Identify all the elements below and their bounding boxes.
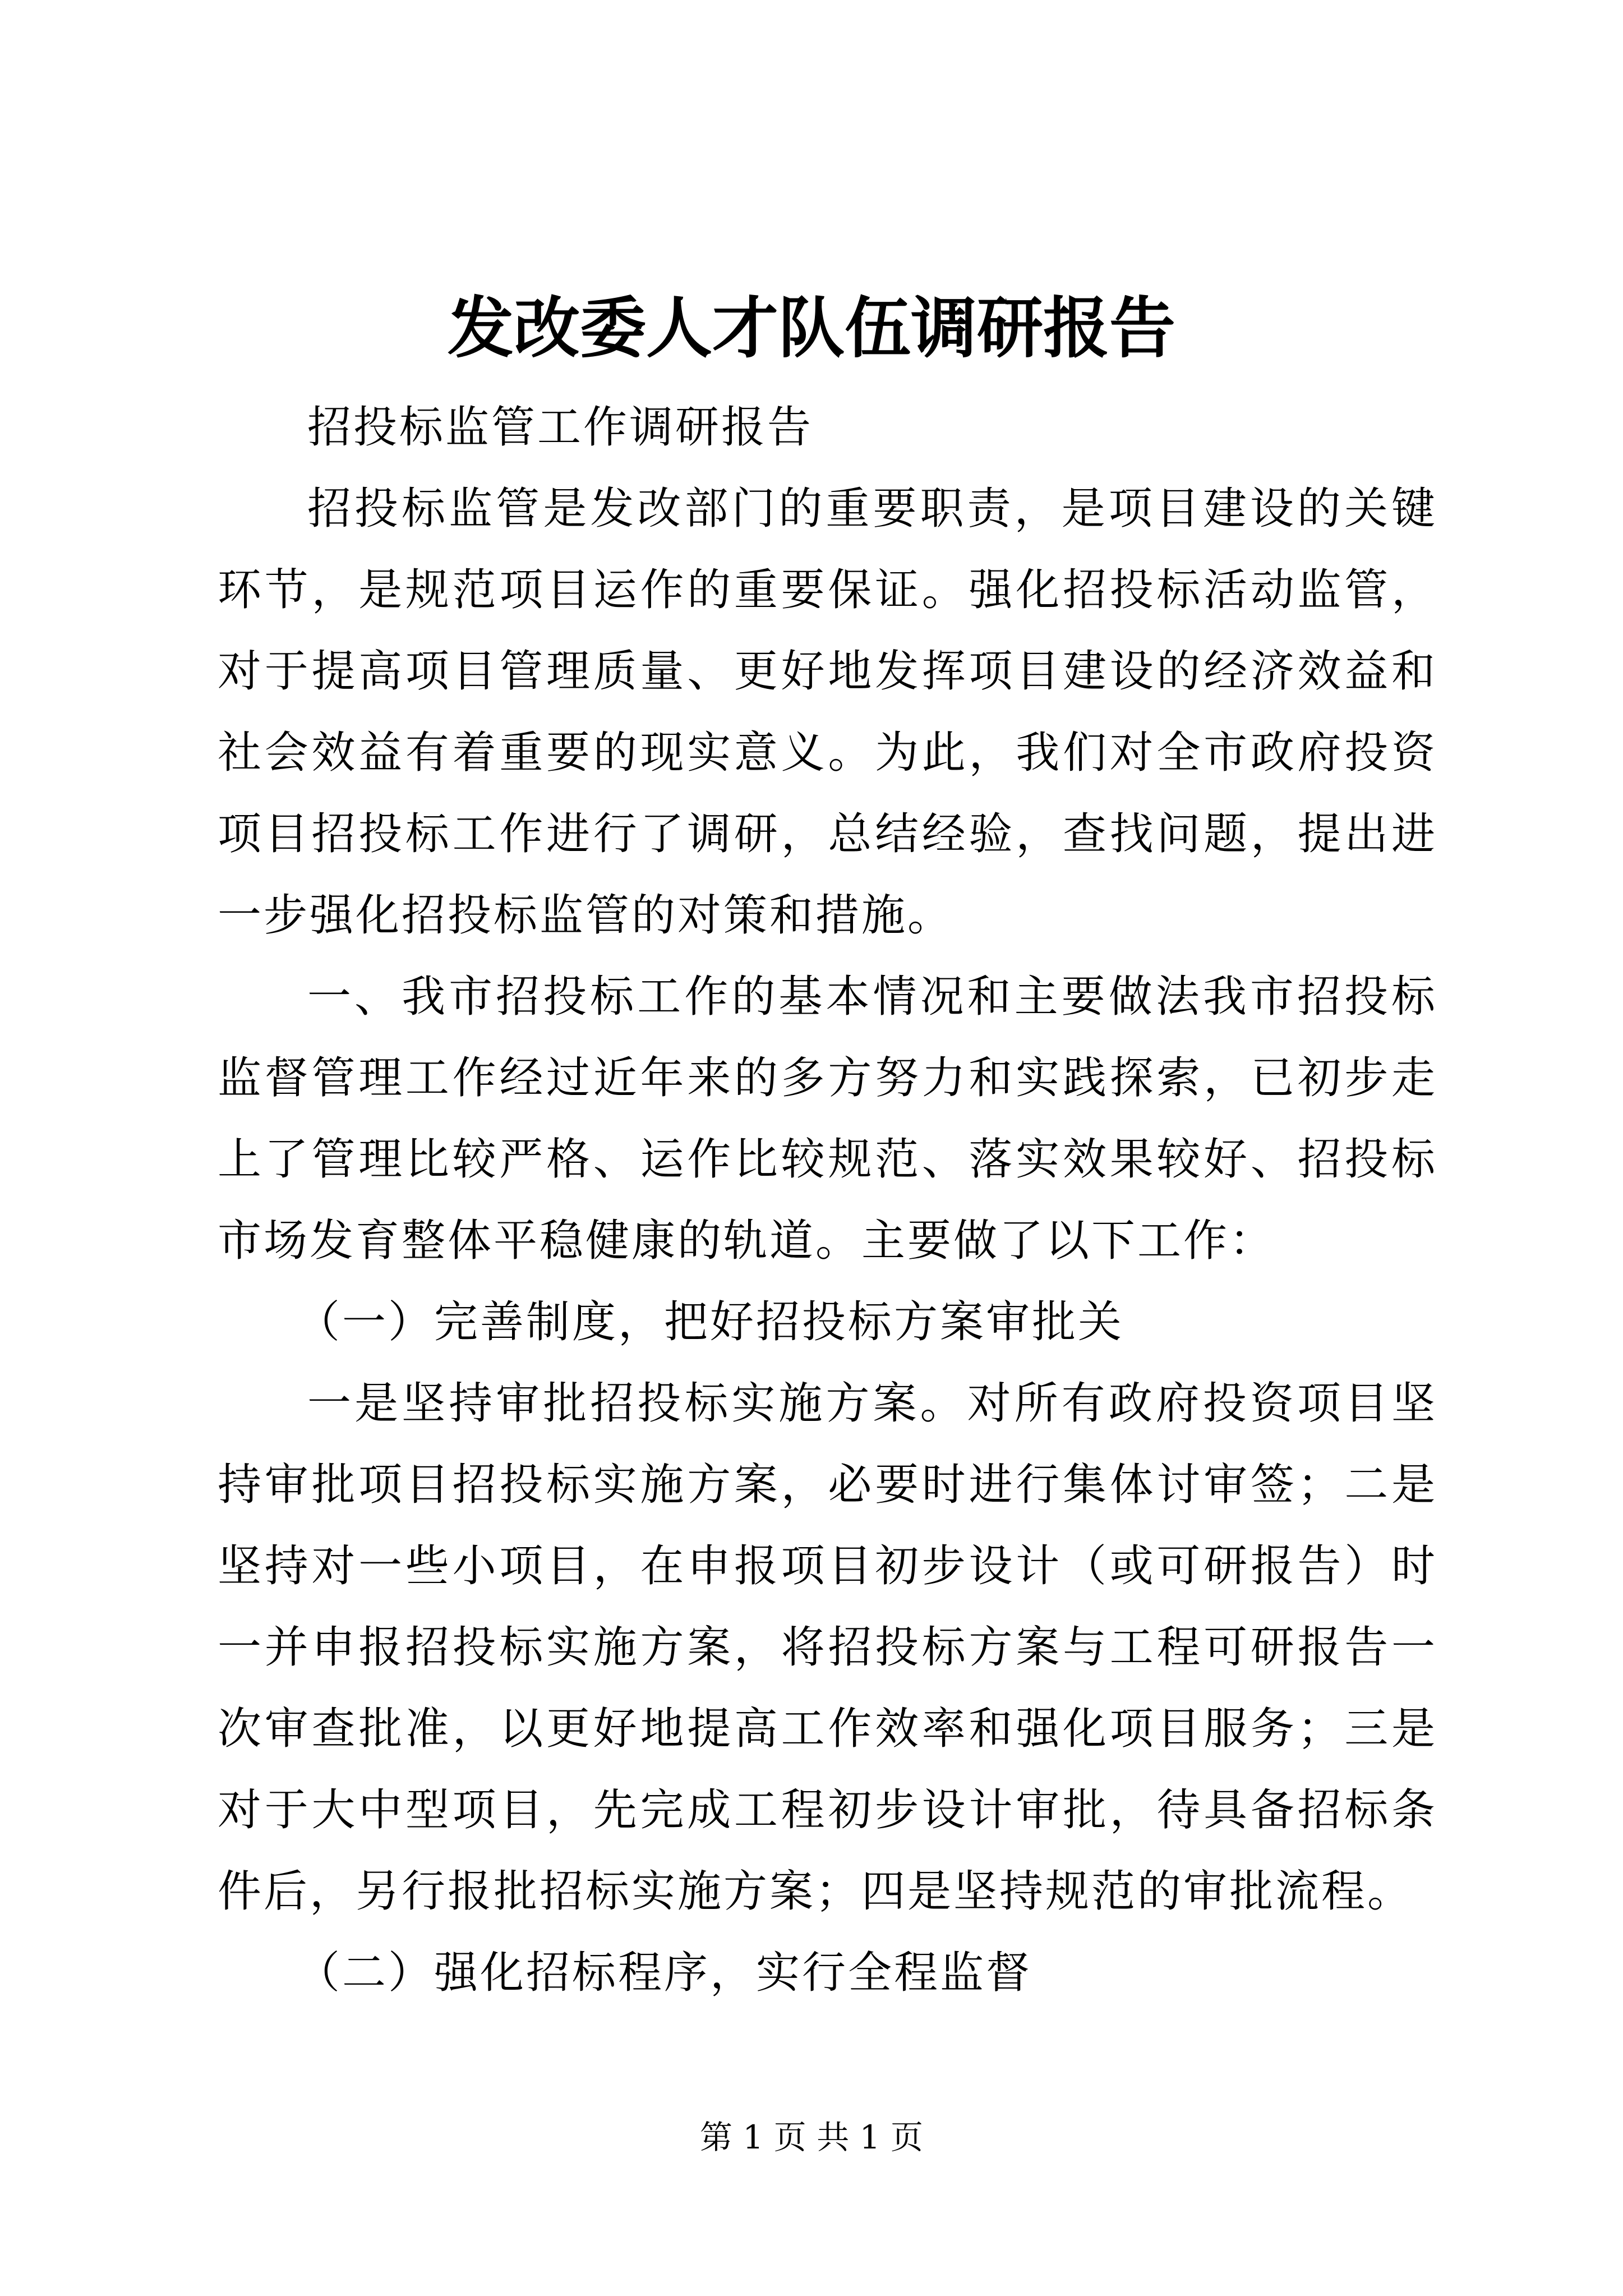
heading-subsection-1: （一）完善制度，把好招投标方案审批关 [296, 1297, 1124, 1347]
page-footer: 第 1 页 共 1 页 [700, 2118, 923, 2156]
document-body [218, 387, 1437, 2014]
paragraph-intro: 招投标监管是发改部门的重要职责，是项目建设的关键环节，是规范项目运作的重要保证。强化招投标活动监管，对于提高项目管理质量、更好地发挥项目建设的经济效益和社会效益有着重要的现实意义。为此，我们对全市政府投资项目招投标工作进行了调研，总结经验，查找问题，提出进一步强化招投标监管的对策和措施。 [218, 484, 1437, 941]
document-title: 发改委人才队伍调研报告 [447, 289, 1175, 367]
paragraph-section-1: 一、我市招投标工作的基本情况和主要做法我市招投标监督管理工作经过近年来的多方努力和实践探索，已初步走上了管理比较严格、运作比较规范、落实效果较好、招投标市场发育整体平稳健康的轨道。主要做了以下工作： [218, 972, 1437, 1266]
document-subtitle: 招投标监管工作调研报告 [307, 402, 814, 453]
paragraph-subsection-1: 一是坚持审批招投标实施方案。对所有政府投资项目坚持审批项目招投标实施方案，必要时进行集体讨审签；二是坚持对一些小项目，在申报项目初步设计（或可研报告）时一并申报招投标实施方案，将招投标方案与工程可研报告一次审查批准，以更好地提高工作效率和强化项目服务；三是对于大中型项目，先完成工程初步设计审批，待具备招标条件后，另行报批招标实施方案；四是坚持规范的审批流程。 [218, 1378, 1437, 1917]
heading-subsection-2: （二）强化招标程序，实行全程监督 [296, 1948, 1032, 1998]
